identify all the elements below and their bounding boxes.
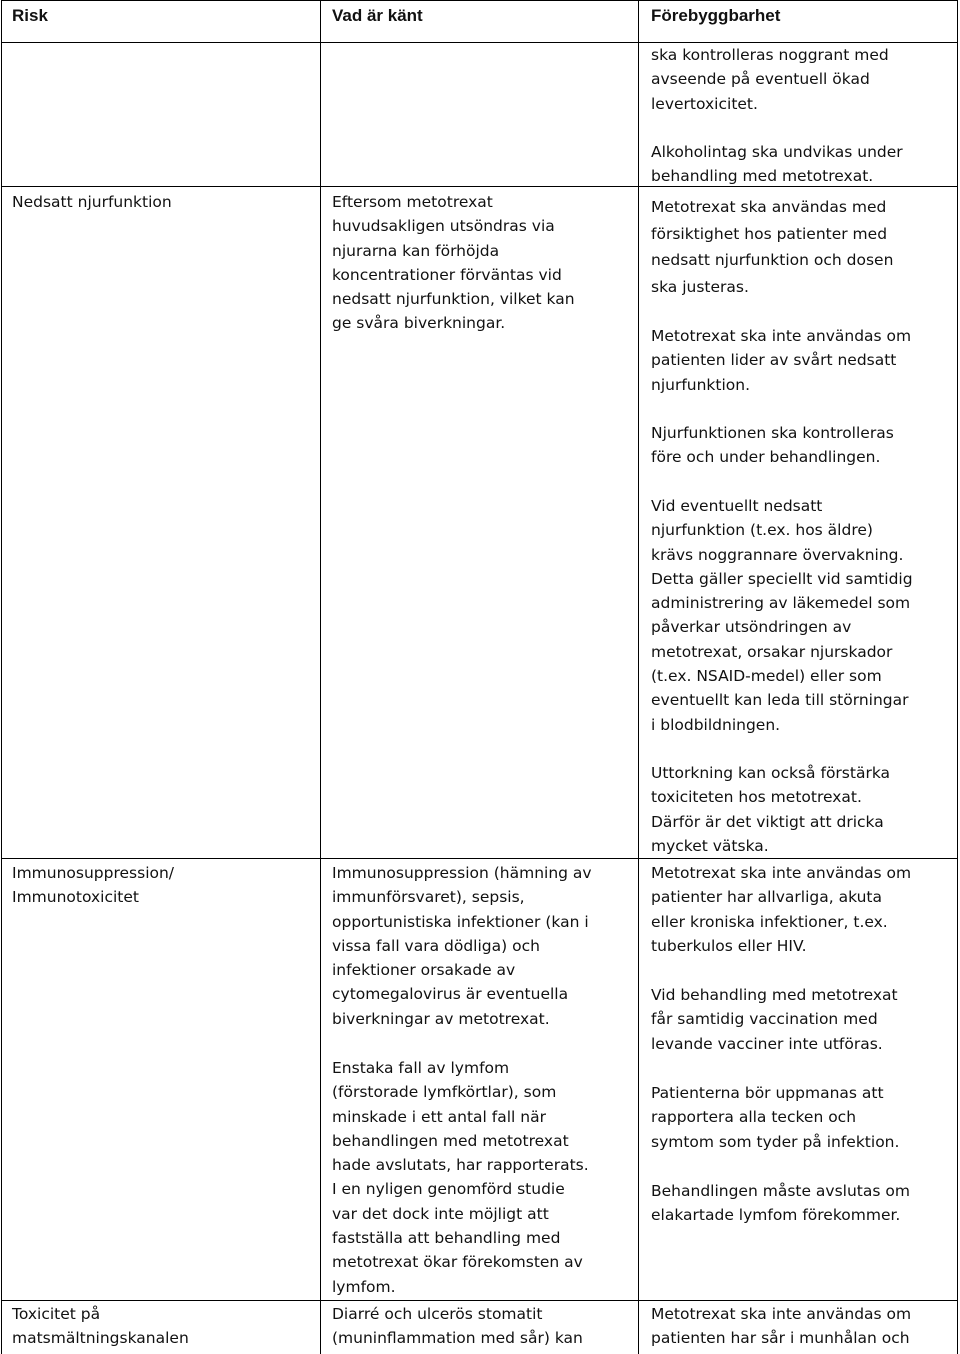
gi-risk-cell: Toxicitet på matsmältningskanalen: [12, 1305, 189, 1348]
immuno-known-paragraph: Immunosuppression (hämning av immunförsvaret), sepsis, opportunistiska infektioner (kan i vissa fall vara dödliga) och infektioner orsakade av cytomegalovirus är eventuella biverkningar av metotrexat.: [332, 864, 592, 1028]
kidney-prevent-paragraph: Uttorkning kan också förstärka toxiciteten hos metotrexat. Därför är det viktigt att dricka mycket vätska.: [651, 764, 891, 855]
carryover-paragraph: Alkoholintag ska undvikas under behandling med metotrexat.: [651, 143, 903, 186]
table-border-left: [1, 0, 2, 1354]
header-risk: Risk: [12, 6, 48, 25]
table-border-right: [957, 0, 958, 1354]
immuno-known-paragraph: Enstaka fall av lymfom (förstorade lymfkörtlar), som minskade i ett antal fall när behandlingen med metotrexat hade avslutats, har rapporterats. I en nyligen genomförd studie var det dock inte möjligt att fastställa att behandling med metotrexat ökar förekomsten av lymfom.: [332, 1059, 589, 1296]
immuno-prevent-paragraph: Behandlingen måste avslutas om elakartade lymfom förekommer.: [651, 1182, 910, 1225]
carryover-paragraph: ska kontrolleras noggrant med avseende på eventuell ökad levertoxicitet.: [651, 46, 889, 113]
kidney-prevent-paragraph: Njurfunktionen ska kontrolleras före och under behandlingen.: [651, 424, 894, 467]
row-divider-gi: [1, 1300, 958, 1301]
kidney-prevent-paragraph: Metotrexat ska inte användas om patienten lider av svårt nedsatt njurfunktion.: [651, 327, 912, 394]
header-prevent: Förebyggbarhet: [651, 6, 781, 25]
immuno-risk-cell: Immunosuppression/ Immunotoxicitet: [12, 864, 175, 907]
kidney-prevent-paragraph: Vid eventuellt nedsatt njurfunktion (t.ex. hos äldre) krävs noggrannare övervakning. Detta gäller speciellt vid samtidig administrering av läkemedel som påverkar utsöndringen av metotrexat, orsakar njurskador (t.ex. NSAID-medel) eller som eventuellt kan leda till störningar i blodbildningen.: [651, 497, 913, 734]
gi-prevent-cell: Metotrexat ska inte användas om patienten har sår i munhålan och: [651, 1305, 912, 1348]
immuno-prevent-paragraph: Metotrexat ska inte användas om patienter har allvarliga, akuta eller kroniska infektioner, t.ex. tuberkulos eller HIV.: [651, 864, 912, 955]
immuno-prevent-paragraph: Vid behandling med metotrexat får samtidig vaccination med levande vacciner inte utföras.: [651, 986, 898, 1053]
table-divider-col2: [638, 0, 639, 1354]
immuno-prevent-paragraph: Patienterna bör uppmanas att rapportera alla tecken och symtom som tyder på infektion.: [651, 1084, 900, 1151]
table-divider-col1: [320, 0, 321, 1354]
kidney-known-cell: Eftersom metotrexat huvudsakligen utsöndras via njurarna kan förhöjda koncentrationer förväntas vid nedsatt njurfunktion, vilket kan ge svåra biverkningar.: [332, 193, 575, 333]
header-known: Vad är känt: [332, 6, 423, 25]
gi-known-cell: Diarré och ulcerös stomatit (muninflammation med sår) kan: [332, 1305, 583, 1348]
kidney-risk-cell: Nedsatt njurfunktion: [12, 193, 172, 211]
table-border-top: [1, 0, 958, 1]
kidney-prevent-paragraph: Metotrexat ska användas med försiktighet hos patienter med nedsatt njurfunktion och dosen ska justeras.: [651, 198, 894, 296]
